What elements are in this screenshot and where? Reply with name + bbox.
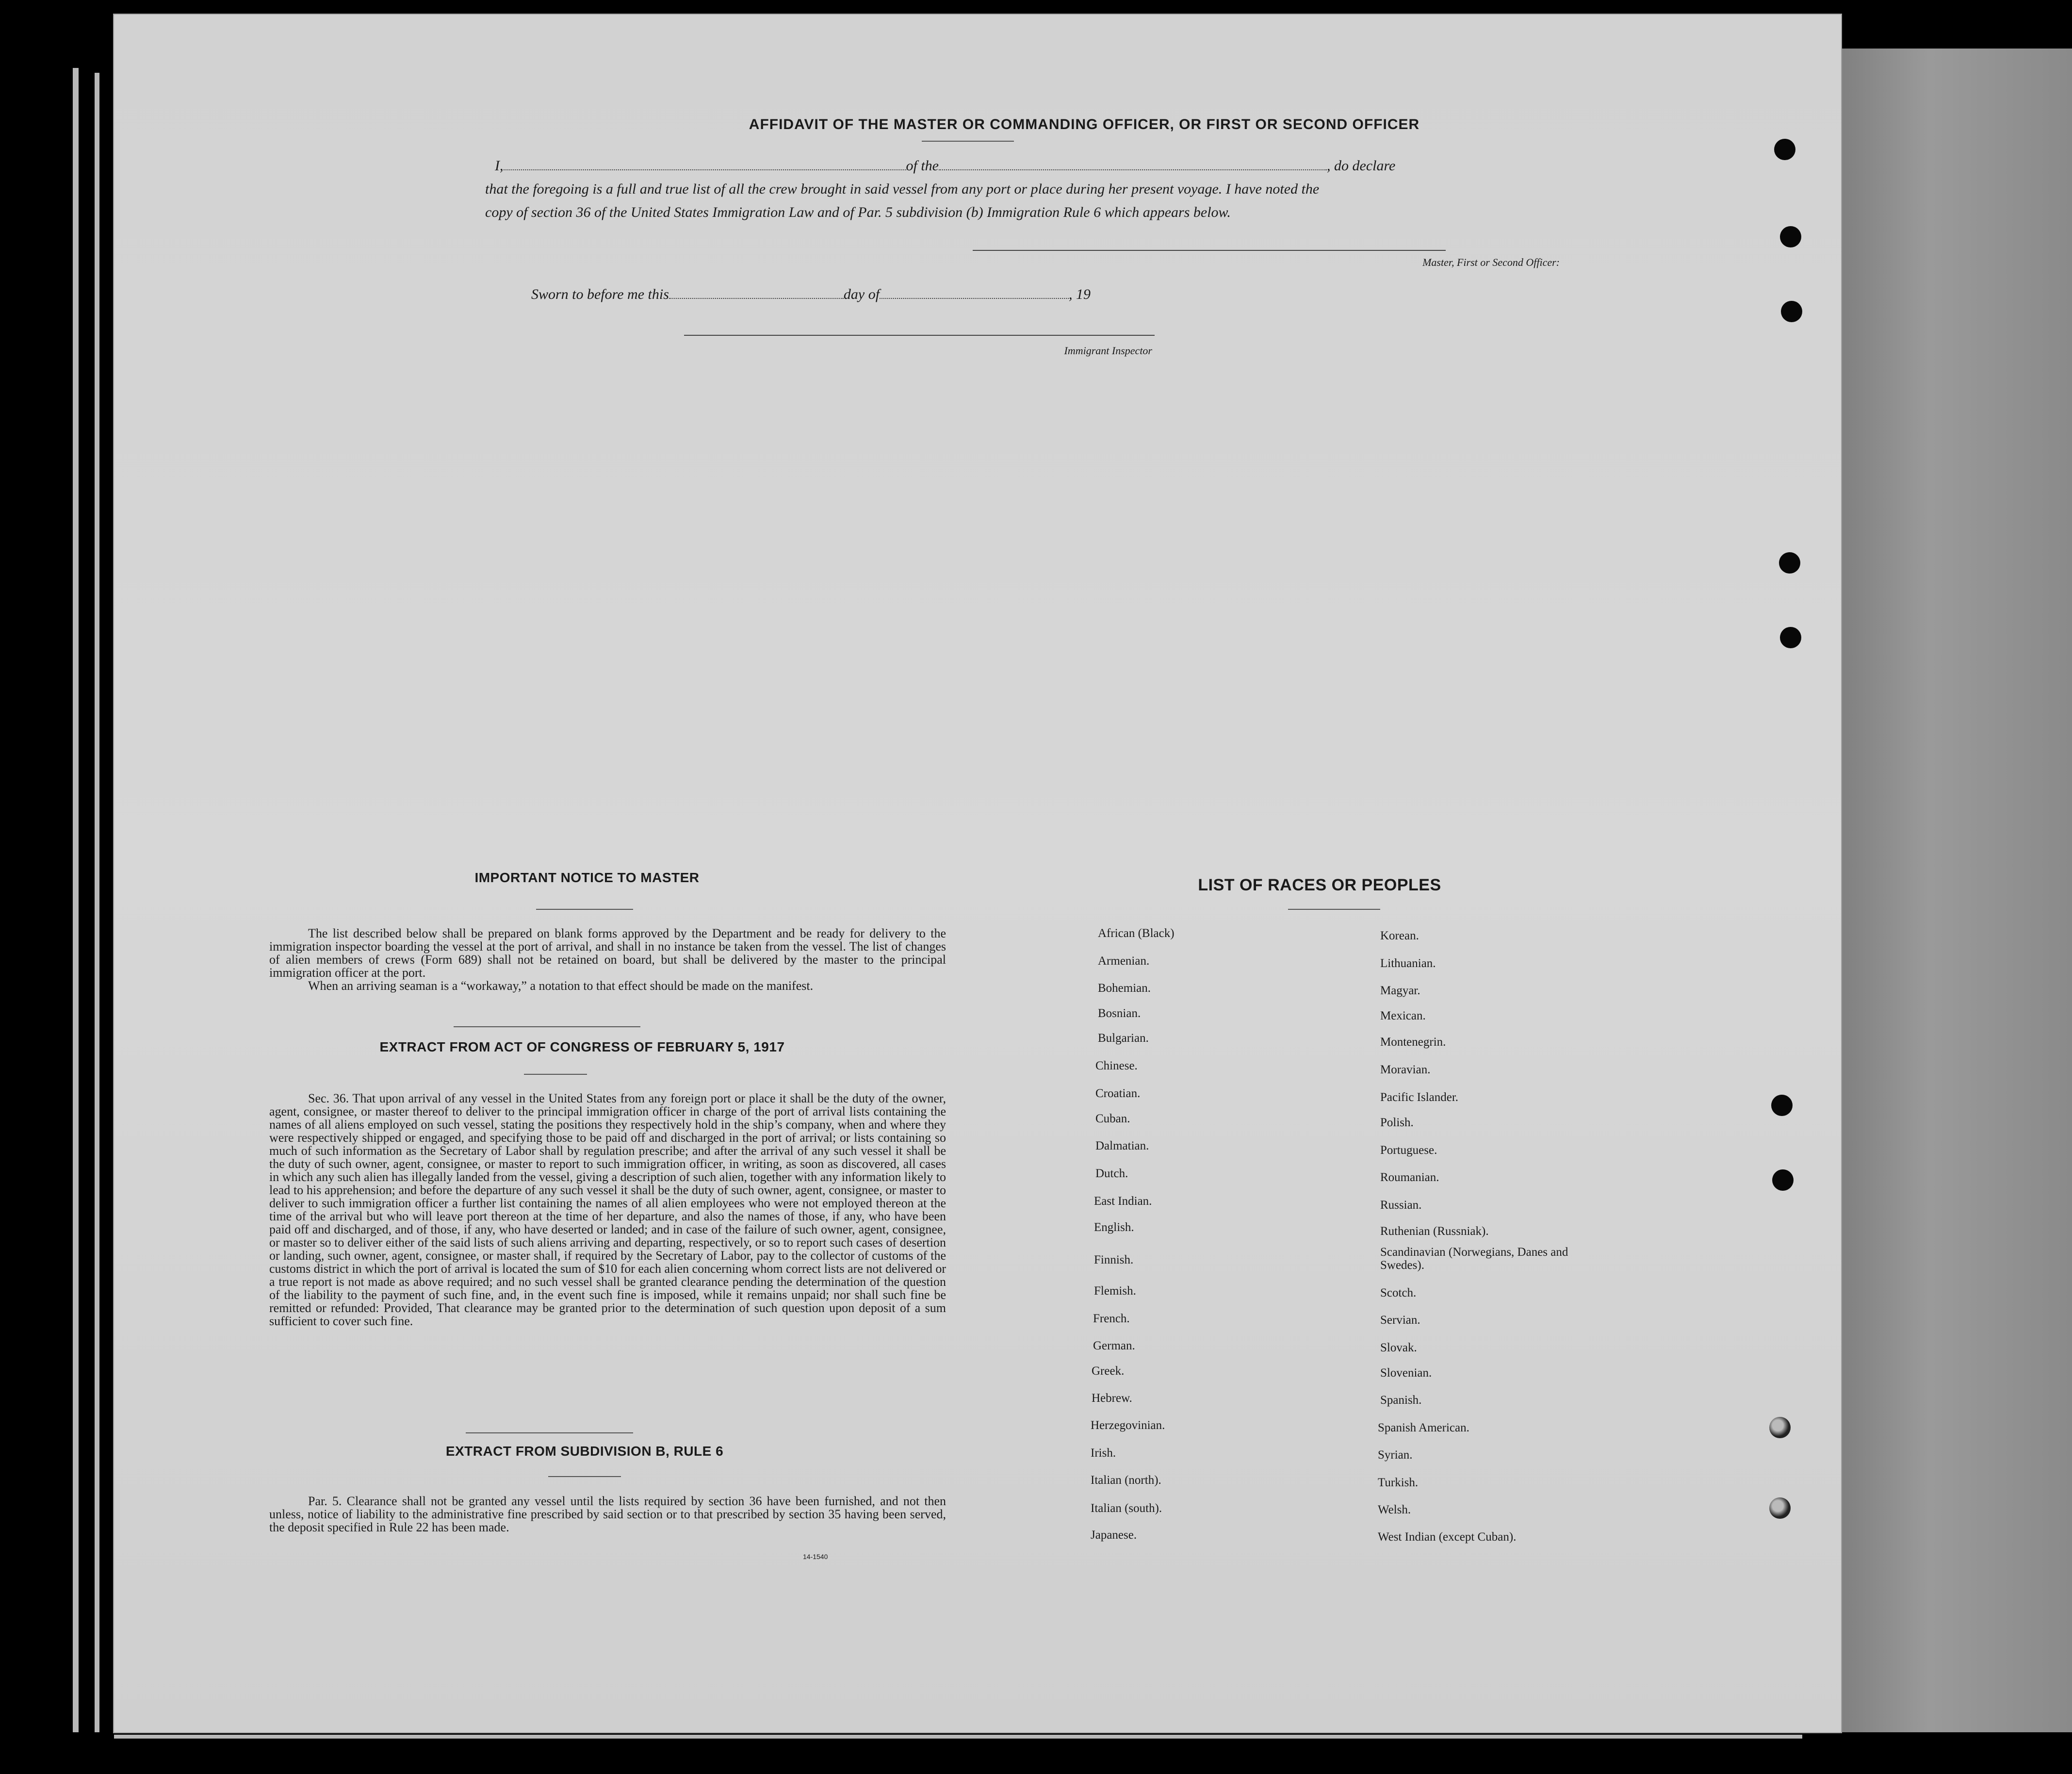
race-item: Croatian. — [1095, 1087, 1141, 1100]
notice-paragraph-2: When an arriving seaman is a “workaway,” a notation to that effect should be made on the manifest. — [308, 979, 814, 993]
extract-rule-text — [269, 1495, 946, 1534]
punch-hole — [1769, 1417, 1791, 1438]
page-stack-edge — [114, 1735, 1802, 1739]
race-item: African (Black) — [1098, 927, 1175, 940]
divider — [466, 1432, 633, 1433]
par-5-text: Par. 5. Clearance shall not be granted any vessel until the lists required by section 36 have been furnished, and not then unless, notice of liability to the administrative fine prescribed by said section or to that prescribed by section 35 having been served, the deposit specified in Rule 22 has been made. — [269, 1494, 946, 1534]
race-item: Bohemian. — [1098, 982, 1151, 995]
divider — [548, 1476, 621, 1477]
punch-hole — [1774, 139, 1795, 160]
race-item: Pacific Islander. — [1380, 1091, 1459, 1104]
divider — [536, 909, 633, 910]
race-item: Roumanian. — [1380, 1171, 1439, 1184]
notice-text — [269, 927, 946, 992]
race-item: French. — [1093, 1312, 1130, 1325]
vessel-prefix: of the — [906, 158, 939, 174]
divider — [1288, 909, 1380, 910]
day-of-text: day of — [843, 286, 880, 302]
inspector-signature-line[interactable] — [684, 335, 1155, 336]
race-item: Scotch. — [1380, 1286, 1417, 1299]
race-item: Bulgarian. — [1098, 1032, 1149, 1045]
race-item: Greek. — [1092, 1364, 1125, 1378]
race-item: Montenegrin. — [1380, 1035, 1446, 1049]
race-item: West Indian (except Cuban). — [1378, 1530, 1517, 1544]
page-stack-edge — [95, 73, 99, 1732]
divider — [922, 141, 1014, 142]
affidavit-line-3: copy of section 36 of the United States Immigration Law and of Par. 5 subdivision (b) Immigration Rule 6 which appears below. — [485, 204, 1231, 220]
form-number: 14-1540 — [803, 1553, 828, 1560]
race-item: Portuguese. — [1380, 1144, 1437, 1157]
race-item: Magyar. — [1380, 984, 1420, 997]
affidavit-line-1 — [495, 158, 1569, 174]
punch-hole — [1780, 226, 1801, 247]
race-item: Italian (north). — [1091, 1474, 1161, 1487]
section-36-text: Sec. 36. That upon arrival of any vessel in the United States from any foreign port or place it shall be the duty of the owner, agent, consignee, or master thereof to deliver to the principal immigration officer in charge of the port of arrival lists containing the names of all aliens employed on such vessel, stating the positions they respectively hold in the ship’s company, when and where they were respectively shipped or engaged, and specifying those to be paid off and discharged in the port of arrival; or lists containing so much of such information as the Secretary of Labor shall by regulation prescribe; and after the arrival of any such vessel it shall be the duty of such owner, agent, consignee, or master to report to such immigration officer, in writing, as soon as discovered, all cases in which any such alien has illegally landed from the vessel, giving a description of such alien, together with any information likely to lead to his apprehension; and before the departure of any such vessel it shall be the duty of such owner, agent, consignee, or master to deliver to such immigration officer a further list containing the names of all alien employees who were not employed thereon at the time of the arrival but who will leave port thereon at the time of her departure, and also the names of those, if any, who have been paid off and discharged, and of those, if any, who have deserted or landed; and in case of the failure of such owner, agent, consignee, or master so to deliver either of the said lists of such aliens arriving and departing, respectively, or so to report such cases of desertion or landing, such owner, agent, consignee, or master shall, if required by the Secretary of Labor, pay to the collector of customs of the customs district in which the port of arrival is located the sum of $10 for each alien concerning whom correct lists are not delivered or a true report is not made as above required; and no such vessel shall be granted clearance pending the determination of the question of the liability to the payment of such fine, and, in the event such fine is imposed, while it remains unpaid; nor shall such fine be remitted or refunded: Provided, That clearance may be granted prior to the determination of such question upon deposit of a sum sufficient to cover such fine. — [269, 1091, 946, 1328]
race-item: Slovenian. — [1380, 1366, 1432, 1380]
race-item: Cuban. — [1095, 1112, 1130, 1125]
race-item: Korean. — [1380, 929, 1419, 942]
race-item: Mexican. — [1380, 1009, 1426, 1022]
race-item: Bosnian. — [1098, 1007, 1141, 1020]
punch-hole — [1769, 1497, 1791, 1519]
punch-hole — [1771, 1095, 1793, 1116]
race-item: German. — [1093, 1339, 1135, 1352]
race-item: Turkish. — [1378, 1476, 1419, 1489]
sworn-prefix: Sworn to before me this — [531, 286, 669, 302]
declarant-name-field[interactable] — [504, 167, 906, 170]
race-item: Russian. — [1380, 1199, 1422, 1212]
race-item: Dalmatian. — [1095, 1139, 1149, 1152]
vessel-name-field[interactable] — [939, 167, 1327, 170]
race-item: Irish. — [1091, 1446, 1116, 1460]
declare-text: , do declare — [1327, 158, 1396, 174]
declarant-prefix: I, — [495, 158, 504, 174]
race-item: Herzegovinian. — [1091, 1419, 1165, 1432]
race-item: Dutch. — [1095, 1167, 1128, 1180]
race-item: Spanish American. — [1378, 1421, 1469, 1434]
race-item: English. — [1094, 1221, 1134, 1234]
sworn-line — [531, 286, 1091, 303]
race-item: Polish. — [1380, 1116, 1414, 1129]
race-item: Flemish. — [1094, 1284, 1136, 1298]
document-page — [114, 15, 1841, 1732]
notice-title: IMPORTANT NOTICE TO MASTER — [474, 870, 700, 885]
year-prefix: , 19 — [1069, 286, 1091, 302]
punch-hole — [1779, 552, 1800, 574]
punch-hole — [1772, 1169, 1794, 1191]
race-item: Hebrew. — [1092, 1392, 1132, 1405]
divider — [454, 1026, 640, 1027]
day-field[interactable] — [669, 296, 844, 299]
affidavit-title: AFFIDAVIT OF THE MASTER OR COMMANDING OFFICER, OR FIRST OR SECOND OFFICER — [749, 116, 1420, 132]
race-item: Spanish. — [1380, 1394, 1422, 1407]
race-item: Ruthenian (Russniak). — [1380, 1225, 1489, 1238]
month-field[interactable] — [880, 296, 1069, 299]
affidavit-line-2: that the foregoing is a full and true list of all the crew brought in said vessel from any port or place during her present voyage. I have noted the — [485, 181, 1320, 197]
race-item: Servian. — [1380, 1314, 1420, 1327]
background-sheet — [1834, 49, 2072, 1732]
punch-hole — [1781, 301, 1802, 322]
divider — [524, 1074, 587, 1075]
race-item: Japanese. — [1091, 1528, 1137, 1542]
extract-act-text — [269, 1092, 946, 1328]
page-stack-edge — [73, 68, 79, 1732]
inspector-label: Immigrant Inspector — [1064, 345, 1152, 357]
race-item: Welsh. — [1378, 1503, 1411, 1516]
race-item: East Indian. — [1094, 1195, 1152, 1208]
race-item: Slovak. — [1380, 1341, 1417, 1354]
race-item: Armenian. — [1098, 954, 1150, 968]
races-title: LIST OF RACES OR PEOPLES — [1198, 876, 1441, 894]
notice-paragraph-1: The list described below shall be prepared on blank forms approved by the Department and be ready for delivery to the immigration inspector boarding the vessel at the port of arrival, and shall in no instance be taken from the vessel. The list of changes of alien members of crews (Form 689) shall not be retained on board, but shall be delivered by the master to the principal immigration officer at the port. — [269, 926, 946, 980]
extract-rule-title: EXTRACT FROM SUBDIVISION B, RULE 6 — [445, 1444, 724, 1459]
race-item: Moravian. — [1380, 1063, 1431, 1076]
signature-line[interactable] — [973, 250, 1446, 251]
punch-hole — [1780, 627, 1801, 648]
signature-label: Master, First or Second Officer: — [1422, 256, 1560, 268]
race-item: Chinese. — [1095, 1059, 1138, 1072]
race-item: Italian (south). — [1091, 1502, 1162, 1515]
race-item: Scandinavian (Norwegians, Danes and Swedes). — [1380, 1246, 1568, 1272]
extract-act-title: EXTRACT FROM ACT OF CONGRESS OF FEBRUARY 5, 1917 — [379, 1039, 785, 1054]
race-item: Lithuanian. — [1380, 957, 1436, 970]
race-item: Syrian. — [1378, 1448, 1413, 1462]
race-item: Finnish. — [1094, 1253, 1134, 1266]
